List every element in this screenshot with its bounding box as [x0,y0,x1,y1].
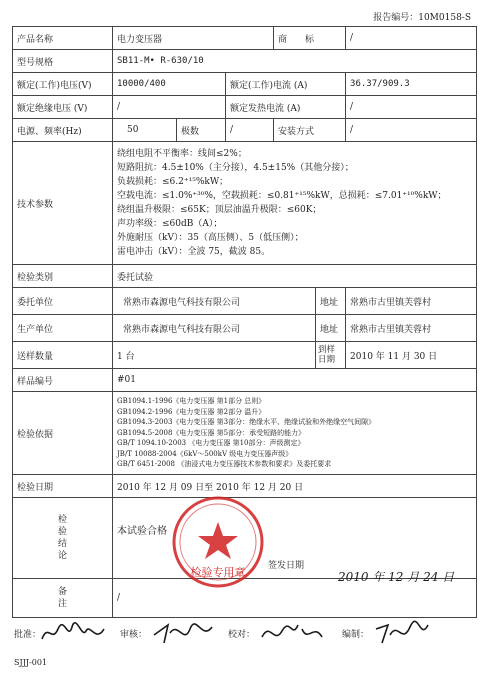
rated-voltage-label: 额定(工作)电压(V) [13,73,113,96]
basis-line: GB/T 1094.10-2003 《电力变压器 第10部分：声级测定》 [117,439,305,448]
row-insulation [13,96,477,119]
basis-label: 检验依据 [13,392,113,475]
row-category [13,265,477,288]
basis-line: GB1094.3-2003《电力变压器 第3部分：绝缘水平、绝缘试验和外绝缘空气间隙》 [117,418,376,427]
row-power-frequency [13,119,477,142]
test-date-label: 检验日期 [13,475,113,498]
power-frequency-value: 50 [113,119,177,142]
tech-line: 绕组温升极限：≤65K；顶层油温升极限：≤60K； [117,205,322,215]
basis-line: GB1094.5-2008《电力变压器 第5部分：承受短路的能力》 [117,428,306,437]
maker-value: 常熟市森源电气科技有限公司 [113,315,316,342]
row-client [13,288,477,315]
inspection-seal [170,494,266,594]
edit-signature-icon [372,619,432,647]
sample-number-label: 样品编号 [13,369,113,392]
approve-signature-icon [38,619,108,647]
tech-line: 绕组电阻不平衡率：线间≤2%； [117,149,247,159]
arrival-date-value: 2010 年 11 月 30 日 [346,342,477,369]
insulation-voltage-value: / [113,96,226,119]
tech-line: 外施耐压（kV）：35（高压侧）、5（低压侧）； [117,233,304,243]
quantity-value: 1 台 [113,342,316,369]
product-name-label: 产品名称 [13,27,113,50]
signature-row [12,627,476,647]
row-quantity [13,342,477,369]
test-date-value: 2010 年 12 月 09 日至 2010 年 12 月 20 日 [113,475,477,498]
basis-line: GB1094.2-1996《电力变压器 第2部分 温升》 [117,407,266,416]
product-name-value: 电力变压器 [113,27,274,50]
brand-label: 商 标 [274,27,346,50]
basis-content [113,392,477,475]
remark-value: / [113,579,477,618]
maker-address-label: 地址 [316,315,346,342]
tech-params-label: 技术参数 [13,142,113,265]
sample-number-value: #01 [113,369,477,392]
row-model [13,50,477,73]
row-product-name [13,27,477,50]
seal-icon [170,494,266,590]
rated-current-label: 额定(工作)电流 (A) [226,73,346,96]
check-signature-icon [258,619,326,647]
model-label: 型号规格 [13,50,113,73]
arrival-date-label: 到样 日期 [316,342,346,369]
insulation-voltage-label: 额定绝缘电压 (V) [13,96,113,119]
tech-params-content [113,142,477,265]
tech-line: 声功率级：≤60dB（A）； [117,219,223,229]
client-value: 常熟市森源电气科技有限公司 [113,288,316,315]
category-label: 检验类别 [13,265,113,288]
brand-value: / [346,27,477,50]
row-tech-params [13,142,477,265]
conclusion-label: 检 验 结 论 [13,498,113,579]
poles-label: 极数 [177,119,226,142]
check-label: 校对： [228,630,256,640]
heat-current-value: / [346,96,477,119]
install-label: 安装方式 [274,119,346,142]
review-signature-icon [150,619,220,647]
power-frequency-label: 电源、频率(Hz) [13,119,113,142]
maker-label: 生产单位 [13,315,113,342]
maker-address-value: 常熟市古里镇芙蓉村 [346,315,477,342]
rated-voltage-value: 10000/400 [113,73,226,96]
heat-current-label: 额定发热电流 (A) [226,96,346,119]
category-value: 委托试验 [113,265,477,288]
approve-label: 批准： [14,630,42,640]
quantity-label: 送样数量 [13,342,113,369]
report-number: 报告编号：10M0158-S [373,13,471,23]
tech-line: 雷电冲击（kV）：全波 75，截波 85。 [117,247,271,257]
form-code: SJJJ-001 [14,658,48,667]
model-value: SB11-M• R-630/10 [113,50,477,73]
client-address-label: 地址 [316,288,346,315]
basis-line: JB/T 10088-2004《6kV～500kV 级电力变压器声级》 [117,449,293,458]
issue-date-label: 签发日期 [268,561,305,571]
review-label: 审核： [120,630,148,640]
basis-line: GB/T 6451-2008 《油浸式电力变压器技术参数和要求》及委托要求 [117,460,332,469]
rated-current-value: 36.37/909.3 [346,73,477,96]
row-basis [13,392,477,475]
seal-text: 检验专用章 [190,566,246,579]
basis-line: GB1094.1-1996《电力变压器 第1部分 总则》 [117,397,266,406]
row-maker [13,315,477,342]
install-value: / [346,119,477,142]
tech-line: 空载电流：≤1.0%⁺³⁰%，空载损耗：≤0.81⁺¹⁵%kW，总损耗：≤7.01⁺¹⁰%kW； [117,191,447,201]
remark-label: 备 注 [13,579,113,618]
conclusion-content [113,498,477,579]
edit-label: 编制： [342,630,370,640]
conclusion-value: 本试验合格 [117,526,167,537]
tech-line: 短路阻抗：4.5±10%（主分接），4.5±15%（其他分接）； [117,163,354,173]
client-address-value: 常熟市古里镇芙蓉村 [346,288,477,315]
row-rated-voltage [13,73,477,96]
issue-date-value: 2010 年 12 月 24 日 [338,570,455,584]
poles-value: / [226,119,274,142]
tech-line: 负载损耗：≤6.2⁺¹⁵%kW； [117,177,229,187]
client-label: 委托单位 [13,288,113,315]
row-sample-no [13,369,477,392]
